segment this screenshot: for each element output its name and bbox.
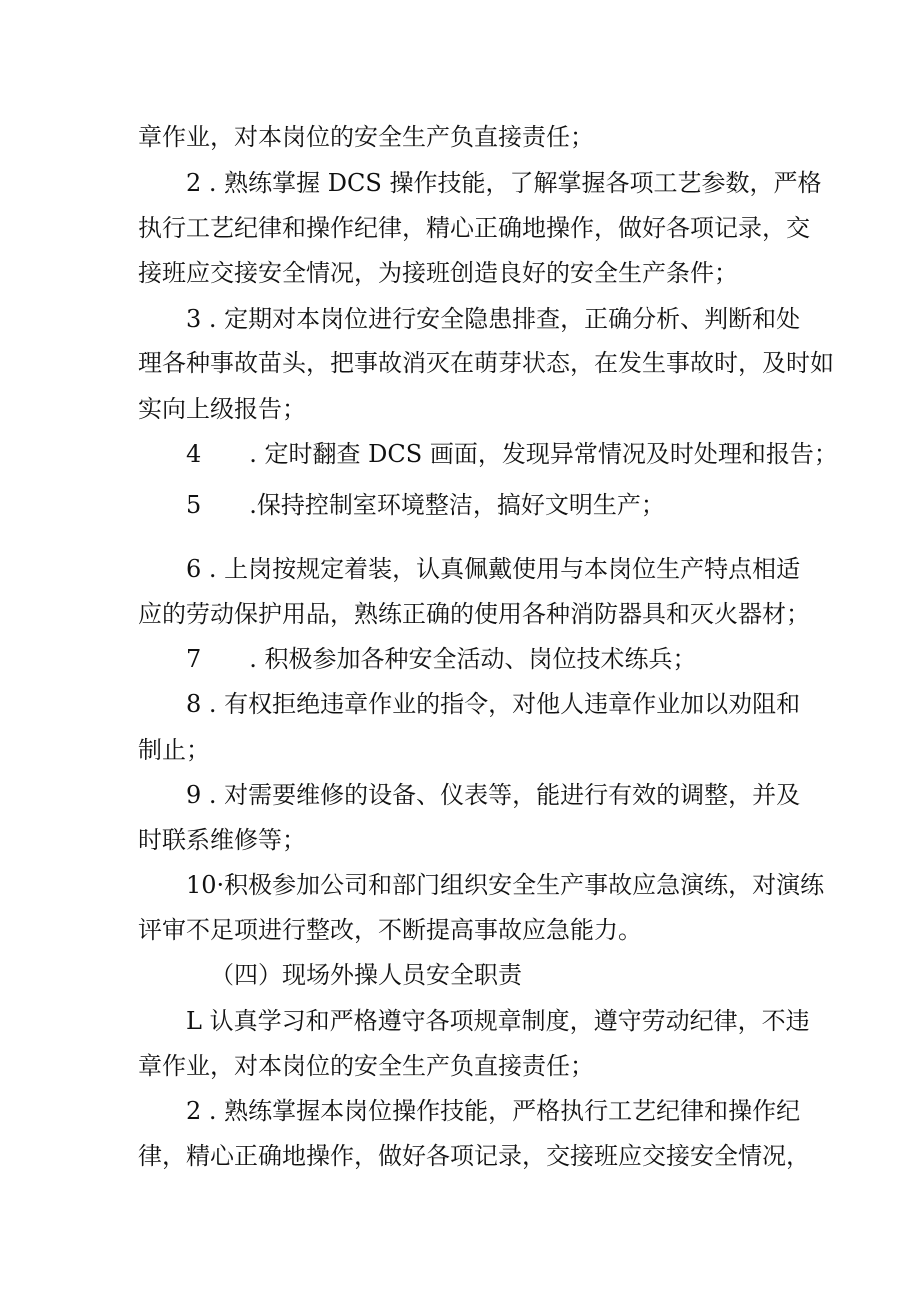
text-line: 接班应交接安全情况，为接班创造良好的安全生产条件； [138, 259, 738, 287]
text-line: 2 . 熟练掌握本岗位操作技能，严格执行工艺纪律和操作纪 [186, 1097, 801, 1125]
text-line: 章作业，对本岗位的安全生产负直接责任； [138, 123, 594, 151]
text-line: 7 . 积极参加各种安全活动、岗位技术练兵； [186, 645, 697, 673]
text-line: 3 . 定期对本岗位进行安全隐患排查，正确分析、判断和处 [186, 305, 801, 333]
text-line: 4 . 定时翻查 DCS 画面，发现异常情况及时处理和报告； [186, 440, 838, 468]
section-heading: （四）现场外操人员安全职责 [210, 961, 522, 989]
text-line: 制止； [138, 736, 210, 764]
text-line: 5 .保持控制室环境整洁，搞好文明生产； [186, 491, 665, 519]
text-line: 评审不足项进行整改，不断提高事故应急能力。 [138, 916, 642, 944]
text-line: 时联系维修等； [138, 826, 306, 854]
text-line: 2 . 熟练掌握 DCS 操作技能，了解掌握各项工艺参数，严格 [186, 169, 822, 197]
text-line: 实向上级报告； [138, 395, 306, 423]
text-line: L 认真学习和严格遵守各项规章制度，遵守劳动纪律，不违 [186, 1007, 810, 1035]
text-line: 律，精心正确地操作，做好各项记录，交接班应交接安全情况， [138, 1142, 810, 1170]
text-line: 9 . 对需要维修的设备、仪表等，能进行有效的调整，并及 [186, 781, 801, 809]
text-line: 8 . 有权拒绝违章作业的指令，对他人违章作业加以劝阻和 [186, 690, 801, 718]
text-line: 理各种事故苗头，把事故消灭在萌芽状态，在发生事故时，及时如 [138, 349, 834, 377]
text-line: 10·积极参加公司和部门组织安全生产事故应急演练，对演练 [186, 871, 825, 899]
text-line: 章作业，对本岗位的安全生产负直接责任； [138, 1052, 594, 1080]
text-line: 执行工艺纪律和操作纪律，精心正确地操作，做好各项记录，交 [138, 214, 810, 242]
text-line: 6 . 上岗按规定着装，认真佩戴使用与本岗位生产特点相适 [186, 555, 801, 583]
text-line: 应的劳动保护用品，熟练正确的使用各种消防器具和灭火器材； [138, 600, 810, 628]
